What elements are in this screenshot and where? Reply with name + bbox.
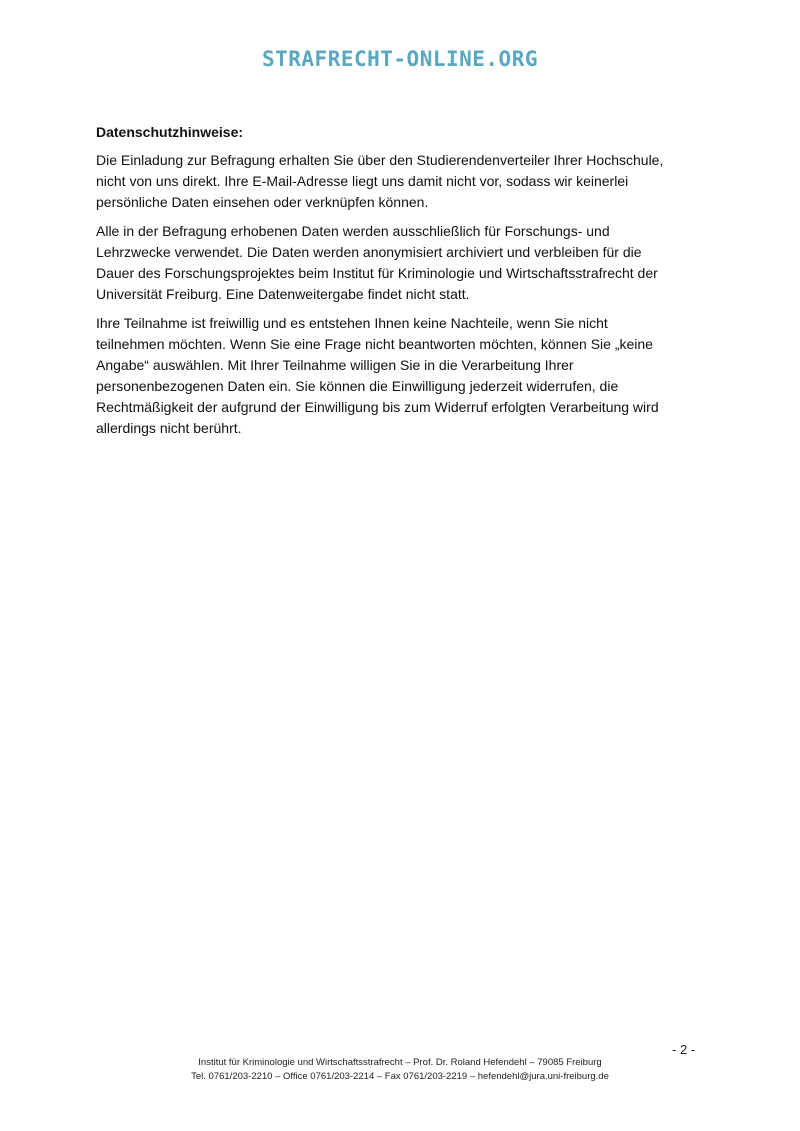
footer-contact-line: Tel. 0761/203-2210 – Office 0761/203-2214 – Fax 0761/203-2219 – hefendehl@jura.uni-freiburg.de [191, 1071, 609, 1082]
paragraph-data-usage: Alle in der Befragung erhobenen Daten werden ausschließlich für Forschungs- und Lehrzwecke verwendet. Die Daten werden anonymisiert archiviert und verbleiben für die Dauer des Forschungsprojektes beim Institut für Kriminologie und Wirtschaftsstrafrecht der Universität Freiburg. Eine Datenweitergabe findet nicht statt. [96, 223, 658, 302]
page-footer [0, 1056, 800, 1084]
site-logo: STRAFRECHT-ONLINE.ORG [261, 47, 538, 71]
section-heading: Datenschutzhinweise: [96, 124, 244, 140]
paragraph-invitation: Die Einladung zur Befragung erhalten Sie über den Studierendenverteiler Ihrer Hochschule, nicht von uns direkt. Ihre E-Mail-Adresse liegt uns damit nicht vor, sodass wir keinerlei persönliche Daten einsehen oder verknüpfen können. [96, 152, 664, 210]
paragraph-participation: Ihre Teilnahme ist freiwillig und es entstehen Ihnen keine Nachteile, wenn Sie nicht teilnehmen möchten. Wenn Sie eine Frage nicht beantworten möchten, können Sie „keine Angabe“ auswählen. Mit Ihrer Teilnahme willigen Sie in die Verarbeitung Ihrer personenbezogenen Daten ein. Sie können die Einwilligung jederzeit widerrufen, die Rechtmäßigkeit der aufgrund der Einwilligung bis zum Widerruf erfolgten Verarbeitung wird allerdings nicht berührt. [96, 315, 659, 436]
footer-address-line: Institut für Kriminologie und Wirtschaftsstrafrecht – Prof. Dr. Roland Hefendehl – 79085 Freiburg [198, 1057, 602, 1068]
page-number: - 2 - [672, 1042, 696, 1057]
document-body [96, 122, 706, 447]
